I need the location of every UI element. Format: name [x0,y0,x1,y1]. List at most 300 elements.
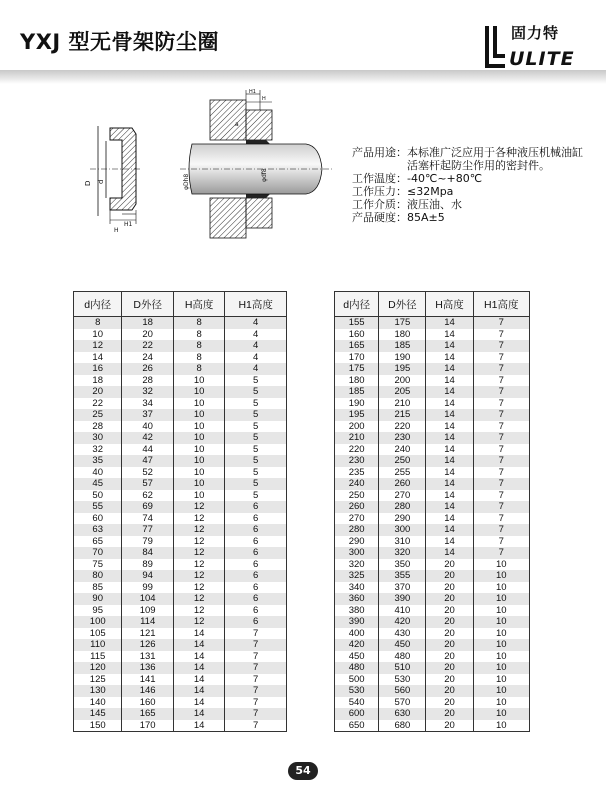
table-cell: 20 [426,651,473,663]
table-cell: 42 [122,432,173,444]
table-cell: 400 [335,628,379,640]
table-cell: 94 [122,570,173,582]
table-cell: 170 [335,352,379,364]
table-cell: 14 [426,398,473,410]
table-row [74,697,287,709]
table-cell: 100 [74,616,122,628]
table-cell: 110 [74,639,122,651]
table-cell: 10 [173,375,224,387]
table-cell: 8 [173,340,224,352]
table-cell: 115 [74,651,122,663]
table-row [74,674,287,686]
table-cell: 22 [122,340,173,352]
table-cell: 290 [379,513,426,525]
table-cell: 10 [173,490,224,502]
table-cell: 10 [473,662,529,674]
table-cell: 30 [74,432,122,444]
table-row [74,455,287,467]
table-cell: 250 [335,490,379,502]
table-cell: 14 [426,513,473,525]
table-cell: 60 [74,513,122,525]
table-cell: 28 [122,375,173,387]
table-row [74,409,287,421]
spec-table-right [334,291,530,732]
table-cell: 14 [173,674,224,686]
table-cell: 6 [225,616,287,628]
table-cell: 480 [379,651,426,663]
table-cell: 4 [225,363,287,375]
info-pressure: 工作压力： ≤32Mpa [352,185,454,198]
table-cell: 20 [426,720,473,732]
table-row [74,651,287,663]
table-cell: 146 [122,685,173,697]
table-cell: 210 [335,432,379,444]
table-cell: 5 [225,375,287,387]
table-row [74,628,287,640]
table-cell: 220 [335,444,379,456]
table-row [335,616,530,628]
table-cell: 6 [225,524,287,536]
table-cell: 235 [335,467,379,479]
table-cell: 141 [122,674,173,686]
table-row [335,570,530,582]
table-cell: 14 [426,467,473,479]
table-cell: 530 [335,685,379,697]
logo-english-name: ULITE [509,48,575,70]
table-row [74,536,287,548]
table-cell: 105 [74,628,122,640]
table-cell: 280 [379,501,426,513]
table-cell: 155 [335,317,379,329]
table-cell: 20 [426,570,473,582]
table-row [335,317,530,329]
label-H-top: H [262,96,266,102]
table-row [335,352,530,364]
table-cell: 5 [225,432,287,444]
table-cell: 7 [473,501,529,513]
table-cell: 14 [426,329,473,341]
table-cell: 14 [173,697,224,709]
table-cell: 7 [225,708,287,720]
table-cell: 10 [473,639,529,651]
table-row [74,524,287,536]
table-cell: 6 [225,536,287,548]
table-cell: 7 [225,651,287,663]
table-cell: 175 [379,317,426,329]
table-cell: 10 [473,685,529,697]
table-row [335,421,530,433]
table-row [335,593,530,605]
table-cell: 20 [426,605,473,617]
table-cell: 75 [74,559,122,571]
seal-technical-drawing [70,86,340,251]
table-cell: 10 [173,409,224,421]
table-cell: 630 [379,708,426,720]
table-header-row [74,292,287,317]
table-cell: 7 [473,340,529,352]
table-cell: 290 [335,536,379,548]
table-cell: 7 [225,697,287,709]
table-cell: 7 [225,628,287,640]
table-cell: 20 [426,628,473,640]
table-cell: 20 [426,697,473,709]
table-cell: 5 [225,478,287,490]
table-cell: 14 [426,455,473,467]
table-cell: 7 [225,639,287,651]
table-cell: 90 [74,593,122,605]
table-cell: 20 [122,329,173,341]
table-cell: 260 [335,501,379,513]
table-cell: 14 [426,340,473,352]
table-cell: 355 [379,570,426,582]
table-cell: 10 [473,674,529,686]
col-header-H: H高度 [426,292,473,317]
table-cell: 4 [225,317,287,329]
label-H1-top: H1 [249,89,256,95]
table-row [74,593,287,605]
table-cell: 14 [173,685,224,697]
seal-cross-section [84,126,140,234]
table-cell: 340 [335,582,379,594]
col-header-d: d内径 [74,292,122,317]
table-cell: 7 [225,685,287,697]
table-cell: 34 [122,398,173,410]
table-cell: 205 [379,386,426,398]
table-cell: 6 [225,559,287,571]
table-row [335,639,530,651]
table-row [335,628,530,640]
table-cell: 6 [225,605,287,617]
table-cell: 7 [225,662,287,674]
table-row [74,605,287,617]
table-cell: 320 [335,559,379,571]
table-row [335,386,530,398]
table-row [335,398,530,410]
table-cell: 14 [426,536,473,548]
table-row [335,547,530,559]
logo-mark-icon [483,20,507,72]
table-cell: 175 [335,363,379,375]
table-cell: 6 [225,547,287,559]
table-cell: 84 [122,547,173,559]
table-cell: 12 [173,524,224,536]
table-row [335,536,530,548]
table-cell: 55 [74,501,122,513]
table-cell: 14 [426,386,473,398]
table-cell: 350 [379,559,426,571]
table-row [74,582,287,594]
table-cell: 126 [122,639,173,651]
table-row [335,455,530,467]
table-cell: 10 [173,386,224,398]
table-cell: 7 [473,547,529,559]
table-cell: 7 [473,363,529,375]
table-cell: 12 [74,340,122,352]
table-cell: 20 [74,386,122,398]
table-row [74,501,287,513]
table-cell: 12 [173,559,224,571]
table-row [74,570,287,582]
table-cell: 28 [74,421,122,433]
table-cell: 12 [173,536,224,548]
table-row [74,421,287,433]
table-cell: 20 [426,559,473,571]
table-cell: 420 [379,616,426,628]
table-cell: 145 [74,708,122,720]
table-row [335,375,530,387]
table-cell: 20 [426,685,473,697]
table-cell: 10 [473,570,529,582]
table-cell: 320 [379,547,426,559]
table-row [74,547,287,559]
table-cell: 14 [426,432,473,444]
table-cell: 430 [379,628,426,640]
table-cell: 190 [335,398,379,410]
table-row [74,639,287,651]
table-cell: 5 [225,398,287,410]
table-cell: 62 [122,490,173,502]
table-cell: 7 [473,467,529,479]
table-cell: 14 [426,421,473,433]
table-cell: 230 [379,432,426,444]
table-cell: 12 [173,513,224,525]
table-cell: 165 [122,708,173,720]
table-row [335,478,530,490]
table-cell: 5 [225,455,287,467]
table-cell: 210 [379,398,426,410]
table-cell: 69 [122,501,173,513]
table-cell: 7 [473,432,529,444]
table-cell: 5 [225,421,287,433]
table-row [335,501,530,513]
table-cell: 195 [335,409,379,421]
table-cell: 215 [379,409,426,421]
table-cell: 150 [74,720,122,732]
table-cell: 510 [379,662,426,674]
table-cell: 14 [173,628,224,640]
table-cell: 380 [335,605,379,617]
table-cell: 680 [379,720,426,732]
table-cell: 360 [335,593,379,605]
table-cell: 10 [473,651,529,663]
table-cell: 5 [225,467,287,479]
table-cell: 10 [173,455,224,467]
table-row [74,513,287,525]
table-cell: 20 [426,708,473,720]
table-cell: 47 [122,455,173,467]
table-cell: 77 [122,524,173,536]
table-row [74,398,287,410]
table-cell: 390 [335,616,379,628]
table-cell: 240 [335,478,379,490]
table-cell: 650 [335,720,379,732]
table-row [74,490,287,502]
table-cell: 530 [379,674,426,686]
table-cell: 255 [379,467,426,479]
table-row [74,559,287,571]
table-row [74,467,287,479]
label-D: D [84,180,92,186]
table-cell: 20 [426,639,473,651]
table-cell: 8 [173,329,224,341]
table-cell: 20 [426,662,473,674]
product-info [352,146,592,224]
table-cell: 10 [173,444,224,456]
logo-chinese-name: 固力特 [511,24,560,42]
table-cell: 260 [379,478,426,490]
assembly-view [180,89,332,238]
table-cell: 240 [379,444,426,456]
table-cell: 14 [426,478,473,490]
table-cell: 57 [122,478,173,490]
table-row [335,490,530,502]
table-cell: 10 [473,605,529,617]
table-cell: 5 [225,490,287,502]
table-row [74,329,287,341]
table-cell: 130 [74,685,122,697]
table-cell: 8 [173,363,224,375]
label-df8: φdf8 [261,168,268,182]
table-row [74,720,287,732]
table-row [335,329,530,341]
info-temperature: 工作温度： -40℃~+80℃ [352,172,483,185]
table-cell: 32 [74,444,122,456]
table-row [335,524,530,536]
table-cell: 165 [335,340,379,352]
table-cell: 20 [426,582,473,594]
table-cell: 410 [379,605,426,617]
table-cell: 570 [379,697,426,709]
table-cell: 7 [473,329,529,341]
table-row [335,363,530,375]
table-cell: 6 [225,570,287,582]
table-cell: 450 [379,639,426,651]
table-row [74,317,287,329]
table-cell: 6 [225,501,287,513]
table-cell: 7 [473,398,529,410]
info-medium: 工作介质： 液压油、水 [352,198,462,211]
table-cell: 270 [379,490,426,502]
table-cell: 104 [122,593,173,605]
table-cell: 10 [173,398,224,410]
table-cell: 7 [473,513,529,525]
table-row [74,478,287,490]
table-cell: 80 [74,570,122,582]
table-cell: 14 [426,490,473,502]
table-row [74,616,287,628]
table-row [335,513,530,525]
table-cell: 7 [473,352,529,364]
table-cell: 180 [379,329,426,341]
table-cell: 18 [74,375,122,387]
table-cell: 560 [379,685,426,697]
label-H1-left: H1 [124,221,133,228]
table-row [335,559,530,571]
table-row [335,409,530,421]
table-cell: 10 [173,432,224,444]
table-cell: 109 [122,605,173,617]
table-cell: 7 [473,490,529,502]
table-cell: 10 [473,697,529,709]
table-row [74,352,287,364]
table-cell: 480 [335,662,379,674]
table-cell: 8 [173,352,224,364]
label-a: a [235,121,239,128]
table-row [74,444,287,456]
table-cell: 7 [473,524,529,536]
table-cell: 195 [379,363,426,375]
label-d: d [97,179,105,184]
table-cell: 310 [379,536,426,548]
table-cell: 300 [379,524,426,536]
table-cell: 7 [473,536,529,548]
table-cell: 14 [426,501,473,513]
table-cell: 200 [335,421,379,433]
table-cell: 14 [426,352,473,364]
table-cell: 10 [473,628,529,640]
table-cell: 44 [122,444,173,456]
table-row [335,651,530,663]
table-cell: 14 [173,639,224,651]
label-dh8: φDh8 [183,173,190,190]
table-cell: 160 [335,329,379,341]
table-cell: 136 [122,662,173,674]
table-cell: 12 [173,501,224,513]
table-header-row [335,292,530,317]
table-cell: 40 [122,421,173,433]
table-row [335,662,530,674]
table-cell: 4 [225,352,287,364]
table-cell: 140 [74,697,122,709]
table-row [335,467,530,479]
table-cell: 7 [225,720,287,732]
table-cell: 14 [173,662,224,674]
table-cell: 7 [473,409,529,421]
table-cell: 14 [173,720,224,732]
table-cell: 7 [473,375,529,387]
table-cell: 7 [473,421,529,433]
spec-table-left [73,291,287,732]
table-cell: 8 [74,317,122,329]
table-cell: 14 [173,651,224,663]
table-row [335,685,530,697]
table-cell: 5 [225,386,287,398]
table-cell: 20 [426,593,473,605]
label-H-left: H [114,227,119,234]
table-cell: 7 [473,478,529,490]
table-cell: 32 [122,386,173,398]
table-cell: 280 [335,524,379,536]
table-cell: 79 [122,536,173,548]
table-cell: 16 [74,363,122,375]
table-cell: 65 [74,536,122,548]
col-header-D: D外径 [379,292,426,317]
table-cell: 70 [74,547,122,559]
table-cell: 600 [335,708,379,720]
table-cell: 7 [225,674,287,686]
table-cell: 14 [426,547,473,559]
table-row [74,432,287,444]
table-cell: 14 [426,444,473,456]
table-cell: 7 [473,455,529,467]
table-cell: 121 [122,628,173,640]
table-cell: 10 [173,467,224,479]
table-cell: 420 [335,639,379,651]
table-cell: 370 [379,582,426,594]
table-cell: 14 [426,375,473,387]
col-header-H1: H1高度 [473,292,529,317]
table-cell: 8 [173,317,224,329]
